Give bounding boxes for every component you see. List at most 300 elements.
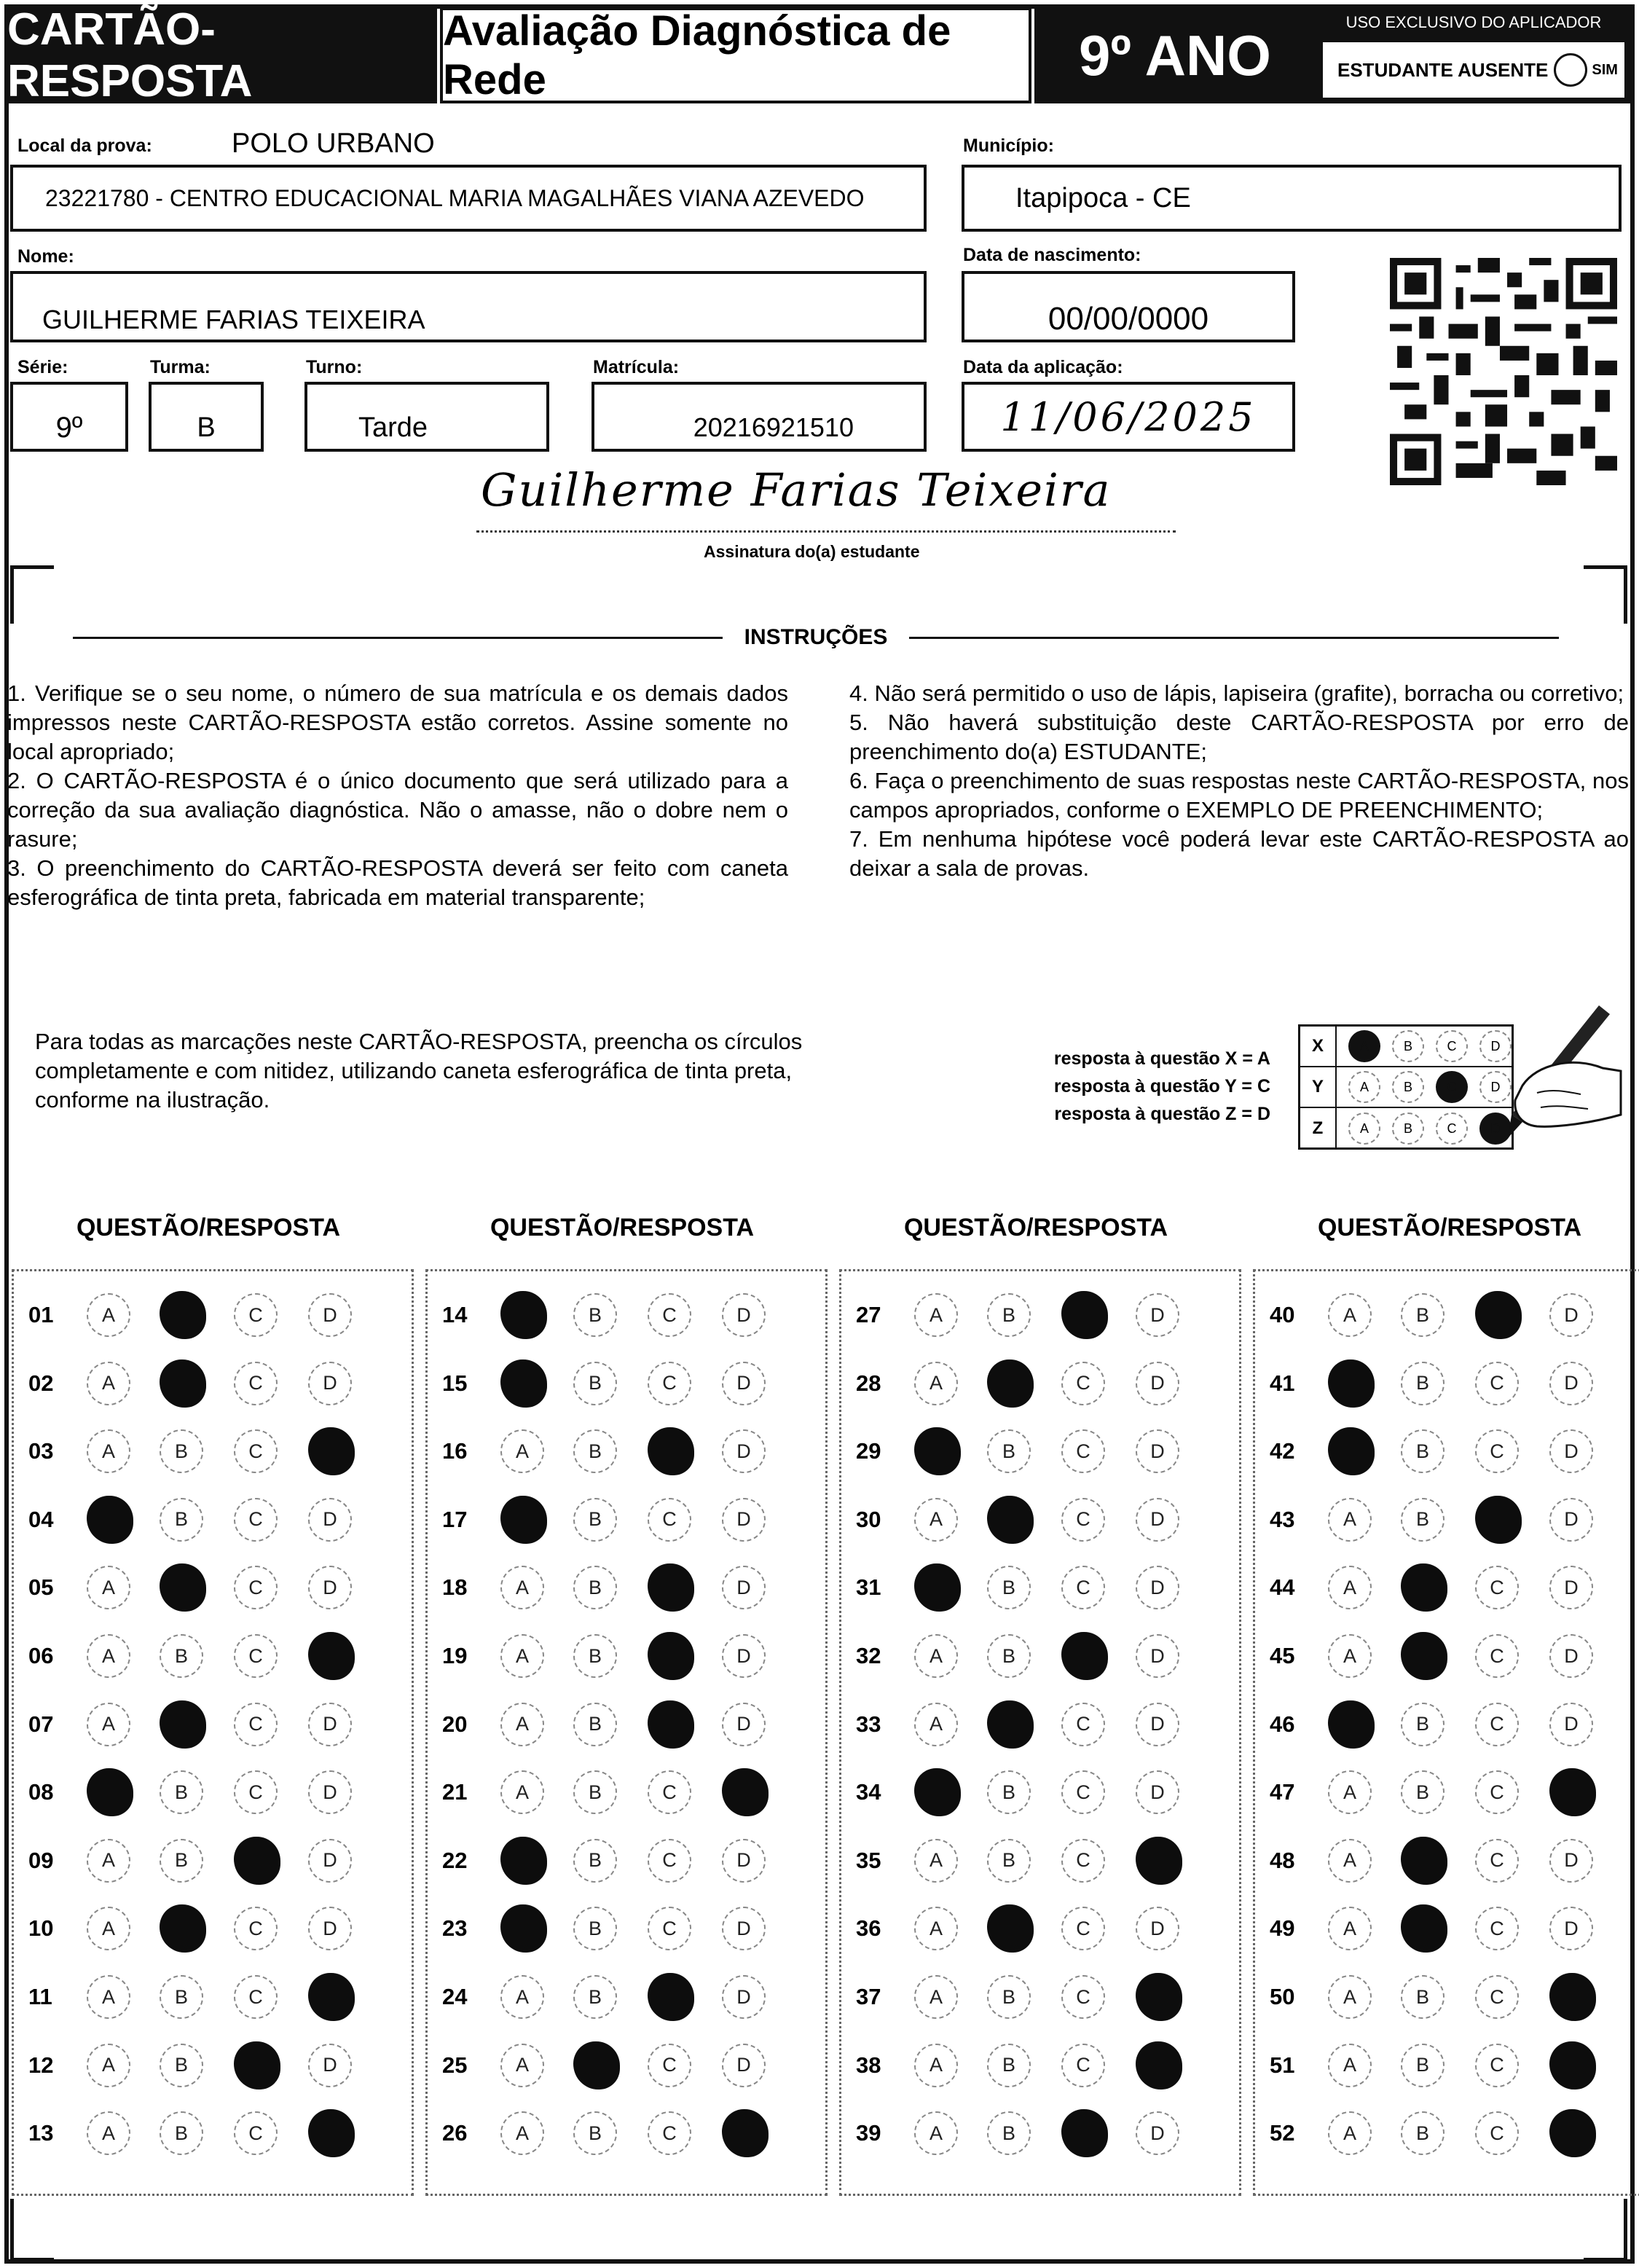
answer-bubble[interactable] xyxy=(1061,1632,1108,1680)
answer-bubble[interactable]: A xyxy=(1328,1975,1372,2019)
question-number: 13 xyxy=(28,2120,54,2146)
answer-row xyxy=(841,1975,1239,2019)
answers-title: QUESTÃO/RESPOSTA xyxy=(1317,1214,1582,1241)
answer-bubble[interactable]: A xyxy=(1328,1498,1372,1542)
answer-bubble[interactable]: B xyxy=(987,1770,1031,1814)
answer-bubble[interactable]: D xyxy=(1549,1703,1593,1746)
answer-row xyxy=(841,1429,1239,1473)
answer-bubble[interactable]: D xyxy=(308,1703,352,1746)
answer-bubble[interactable] xyxy=(648,1700,694,1749)
answer-bubble[interactable]: B xyxy=(987,1839,1031,1883)
answer-bubble[interactable]: C xyxy=(234,1498,278,1542)
answer-bubble[interactable] xyxy=(87,1496,133,1544)
answer-bubble[interactable]: C xyxy=(648,1498,691,1542)
answer-row xyxy=(428,1975,825,2019)
answer-bubble[interactable]: B xyxy=(160,1975,203,2019)
answer-bubble[interactable]: A xyxy=(87,1634,130,1678)
answer-bubble[interactable]: A xyxy=(500,1975,544,2019)
answer-bubble[interactable]: B xyxy=(160,2044,203,2087)
answer-bubble[interactable]: D xyxy=(1136,1293,1179,1337)
answer-column xyxy=(1253,1269,1639,2196)
answer-bubble[interactable]: C xyxy=(1475,1566,1519,1609)
answer-bubble[interactable] xyxy=(308,1632,355,1680)
answer-bubble[interactable] xyxy=(160,1359,206,1408)
answer-bubble[interactable]: A xyxy=(87,1703,130,1746)
answer-bubble[interactable]: B xyxy=(573,1770,617,1814)
applicator-title: USO EXCLUSIVO DO APLICADOR xyxy=(1345,13,1602,31)
answer-bubble[interactable] xyxy=(1401,1632,1447,1680)
answer-bubble[interactable] xyxy=(648,1973,694,2021)
answer-bubble[interactable] xyxy=(160,1291,206,1339)
answer-bubble[interactable] xyxy=(1401,1904,1447,1953)
answer-bubble[interactable]: C xyxy=(234,1634,278,1678)
answer-bubble[interactable] xyxy=(987,1359,1034,1408)
question-number: 47 xyxy=(1270,1779,1295,1805)
absent-bubble[interactable] xyxy=(1554,53,1587,87)
question-number: 01 xyxy=(28,1302,54,1327)
answer-bubble[interactable] xyxy=(1549,1768,1596,1816)
fill-note: Para todas as marcações neste CARTÃO-RESPOSTA, preencha os círculos completamente e com nitidez, utilizando caneta esferográfica de tinta preta, conforme na ilustração. xyxy=(35,1029,803,1113)
answer-bubble[interactable]: B xyxy=(987,2111,1031,2155)
signature-line xyxy=(476,530,1176,533)
answer-bubble[interactable]: B xyxy=(987,1293,1031,1337)
answer-bubble[interactable]: D xyxy=(1136,1907,1179,1950)
answer-bubble[interactable]: C xyxy=(1061,1907,1105,1950)
answer-bubble[interactable]: D xyxy=(1549,1634,1593,1678)
answer-row xyxy=(1255,1293,1639,1337)
answer-bubble[interactable]: B xyxy=(573,2111,617,2155)
marked-answer xyxy=(1255,2111,1256,2112)
answer-bubble[interactable]: B xyxy=(987,1975,1031,2019)
question-number: 29 xyxy=(856,1438,881,1464)
answer-bubble[interactable]: D xyxy=(722,1975,766,2019)
question-number: 07 xyxy=(28,1711,54,1737)
answer-bubble[interactable]: C xyxy=(648,1770,691,1814)
answer-bubble[interactable]: B xyxy=(1401,1975,1445,2019)
answer-bubble[interactable] xyxy=(500,1496,547,1544)
answer-bubble[interactable] xyxy=(914,1427,961,1475)
example-bubble: D xyxy=(1479,1113,1512,1145)
answer-bubble[interactable]: A xyxy=(87,1975,130,2019)
question-number: 26 xyxy=(442,2120,468,2146)
answer-bubble[interactable] xyxy=(1549,1973,1596,2021)
answer-bubble[interactable]: D xyxy=(1136,1498,1179,1542)
answer-bubble[interactable]: C xyxy=(234,1703,278,1746)
answer-bubble[interactable]: D xyxy=(308,1498,352,1542)
answer-bubble[interactable]: C xyxy=(1475,2111,1519,2155)
answer-bubble[interactable]: B xyxy=(987,1634,1031,1678)
answer-bubble[interactable]: B xyxy=(573,1566,617,1609)
answer-bubble[interactable] xyxy=(1136,1837,1182,1885)
marked-answer xyxy=(14,1429,15,1430)
answer-bubble[interactable]: A xyxy=(87,1429,130,1473)
answer-bubble[interactable]: C xyxy=(1475,1770,1519,1814)
answer-bubble[interactable]: D xyxy=(1136,2111,1179,2155)
question-number: 36 xyxy=(856,1915,881,1942)
marked-answer xyxy=(1255,1770,1256,1771)
corner-bottom-right xyxy=(1584,2199,1627,2261)
marked-answer xyxy=(14,2111,15,2112)
local-value: POLO URBANO xyxy=(232,128,435,159)
answer-bubble[interactable]: C xyxy=(1061,1975,1105,2019)
answer-row xyxy=(1255,1362,1639,1405)
answer-row xyxy=(14,1362,412,1405)
answer-bubble[interactable]: C xyxy=(648,1839,691,1883)
answer-bubble[interactable] xyxy=(160,1904,206,1953)
answer-bubble[interactable]: C xyxy=(1475,1362,1519,1405)
answer-bubble[interactable]: D xyxy=(1549,1839,1593,1883)
answer-bubble[interactable]: A xyxy=(1328,1770,1372,1814)
answer-row xyxy=(428,2044,825,2087)
answer-bubble[interactable]: A xyxy=(87,1362,130,1405)
answer-bubble[interactable]: C xyxy=(1475,1907,1519,1950)
answer-bubble[interactable]: B xyxy=(573,1429,617,1473)
question-number: 21 xyxy=(442,1779,468,1805)
answer-bubble[interactable]: D xyxy=(308,2044,352,2087)
answer-bubble[interactable]: D xyxy=(1549,1907,1593,1950)
example-question: X xyxy=(1300,1027,1337,1066)
turno-field: Tarde xyxy=(304,382,549,452)
answer-bubble[interactable]: D xyxy=(308,1362,352,1405)
answer-bubble[interactable]: D xyxy=(722,1362,766,1405)
answer-bubble[interactable]: D xyxy=(308,1566,352,1609)
answer-bubble[interactable]: B xyxy=(573,1634,617,1678)
answer-bubble[interactable]: A xyxy=(1328,1566,1372,1609)
answer-bubble[interactable]: C xyxy=(648,1293,691,1337)
answer-bubble[interactable]: B xyxy=(1401,1498,1445,1542)
example-line-x: resposta à questão X = A xyxy=(1053,1048,1270,1069)
exam-title: Avaliação Diagnóstica de Rede xyxy=(440,7,1031,103)
answer-column xyxy=(839,1269,1241,2196)
answer-bubble[interactable]: C xyxy=(1061,1770,1105,1814)
question-number: 09 xyxy=(28,1847,54,1873)
nome-field: GUILHERME FARIAS TEIXEIRA xyxy=(10,271,927,342)
answer-row xyxy=(428,1293,825,1337)
question-number: 17 xyxy=(442,1506,468,1532)
nome-label: Nome: xyxy=(17,246,74,267)
question-number: 05 xyxy=(28,1574,54,1601)
answer-bubble[interactable]: A xyxy=(1328,1839,1372,1883)
answer-bubble[interactable] xyxy=(500,1904,547,1953)
question-number: 42 xyxy=(1270,1438,1295,1464)
answer-bubble[interactable]: B xyxy=(160,1770,203,1814)
answer-bubble[interactable]: C xyxy=(234,1907,278,1950)
answer-bubble[interactable]: C xyxy=(234,1362,278,1405)
answer-bubble[interactable] xyxy=(1136,1973,1182,2021)
answer-bubble[interactable] xyxy=(500,1837,547,1885)
marked-answer xyxy=(841,2111,842,2112)
answer-bubble[interactable]: A xyxy=(87,2111,130,2155)
answer-bubble[interactable]: A xyxy=(500,1770,544,1814)
answer-bubble[interactable]: B xyxy=(160,1634,203,1678)
answer-row xyxy=(428,1566,825,1609)
question-number: 48 xyxy=(1270,1847,1295,1873)
answer-bubble[interactable]: B xyxy=(573,1703,617,1746)
answer-bubble[interactable]: D xyxy=(308,1770,352,1814)
answer-bubble[interactable]: D xyxy=(722,1907,766,1950)
answer-bubble[interactable] xyxy=(722,1768,769,1816)
answer-bubble[interactable]: A xyxy=(914,2044,958,2087)
answer-bubble[interactable]: B xyxy=(573,1498,617,1542)
answer-bubble[interactable] xyxy=(1328,1700,1375,1749)
answer-bubble[interactable]: D xyxy=(722,1703,766,1746)
answer-bubble[interactable] xyxy=(722,2109,769,2157)
answer-bubble[interactable]: A xyxy=(87,1839,130,1883)
answer-bubble[interactable]: A xyxy=(914,1839,958,1883)
answer-bubble[interactable]: D xyxy=(1136,1770,1179,1814)
answer-bubble[interactable] xyxy=(308,2109,355,2157)
answer-bubble[interactable]: D xyxy=(308,1293,352,1337)
question-number: 20 xyxy=(442,1711,468,1737)
example-bubble: B xyxy=(1392,1030,1424,1062)
answer-bubble[interactable]: B xyxy=(573,1975,617,2019)
answer-row xyxy=(14,1975,412,2019)
answer-bubble[interactable]: B xyxy=(160,1498,203,1542)
answer-bubble[interactable]: B xyxy=(1401,1429,1445,1473)
answer-bubble[interactable] xyxy=(1549,2041,1596,2090)
answer-row xyxy=(841,2044,1239,2087)
answer-bubble[interactable] xyxy=(1061,2109,1108,2157)
answer-bubble[interactable]: B xyxy=(1401,1362,1445,1405)
marked-answer xyxy=(841,1429,842,1430)
question-number: 41 xyxy=(1270,1370,1295,1396)
example-legend xyxy=(1030,1045,1270,1128)
local-label: Local da prova: xyxy=(17,136,152,156)
answer-bubble[interactable]: B xyxy=(987,2044,1031,2087)
answer-bubble[interactable]: D xyxy=(1549,1566,1593,1609)
answer-bubble[interactable]: B xyxy=(573,1839,617,1883)
answer-bubble[interactable]: C xyxy=(1061,1498,1105,1542)
answer-row xyxy=(841,1907,1239,1950)
question-number: 45 xyxy=(1270,1643,1295,1668)
answers-title: QUESTÃO/RESPOSTA xyxy=(903,1214,1168,1241)
answer-bubble[interactable] xyxy=(648,1632,694,1680)
answer-bubble[interactable]: C xyxy=(648,2044,691,2087)
answer-bubble[interactable]: C xyxy=(648,2111,691,2155)
answer-bubble[interactable]: C xyxy=(234,1566,278,1609)
absent-option: SIM xyxy=(1592,61,1618,78)
answer-bubble[interactable]: C xyxy=(1061,1429,1105,1473)
question-number: 18 xyxy=(442,1574,468,1601)
answer-bubble[interactable]: B xyxy=(1401,1703,1445,1746)
answer-bubble[interactable]: A xyxy=(500,1703,544,1746)
answer-bubble[interactable]: D xyxy=(1136,1362,1179,1405)
example-bubble: B xyxy=(1392,1071,1424,1103)
answer-bubble[interactable]: D xyxy=(1549,1293,1593,1337)
answer-bubble[interactable] xyxy=(1475,1291,1522,1339)
example-bubble: C xyxy=(1436,1113,1468,1145)
answer-bubble[interactable]: C xyxy=(1061,2044,1105,2087)
instructions-right: 4. Não será permitido o uso de lápis, lapiseira (grafite), borracha ou corretivo; 5. Não haverá substituição deste CARTÃO-RESPOSTA por erro de preenchimento do(a) ESTUDANTE; 6. Faça o preenchimento de suas respostas neste CARTÃO-RESPOSTA, nos campos apropriados, conforme o EXEMPLO DE PREENCHIMENTO; 7. Em nenhuma hipótese você poderá levar este CARTÃO-RESPOSTA ao deixar a sala de provas. xyxy=(849,680,1629,881)
answer-bubble[interactable]: D xyxy=(1136,1429,1179,1473)
answer-row xyxy=(14,1498,412,1542)
answer-bubble[interactable]: A xyxy=(500,1566,544,1609)
answer-row xyxy=(14,1293,412,1337)
answer-bubble[interactable]: D xyxy=(308,1839,352,1883)
answer-bubble[interactable]: C xyxy=(1475,1839,1519,1883)
answer-bubble[interactable]: B xyxy=(1401,1770,1445,1814)
example-bubble: C xyxy=(1436,1071,1468,1103)
answer-bubble[interactable] xyxy=(648,1427,694,1475)
answer-bubble[interactable] xyxy=(914,1768,961,1816)
answer-bubble[interactable]: B xyxy=(1401,2044,1445,2087)
answer-bubble[interactable]: A xyxy=(914,1907,958,1950)
marked-answer xyxy=(841,1498,842,1499)
answer-bubble[interactable] xyxy=(234,2041,280,2090)
answer-bubble[interactable]: A xyxy=(87,2044,130,2087)
answer-row xyxy=(428,1907,825,1950)
answer-bubble[interactable]: B xyxy=(1401,2111,1445,2155)
question-number: 04 xyxy=(28,1506,54,1532)
answer-bubble[interactable] xyxy=(1475,1496,1522,1544)
answer-bubble[interactable]: A xyxy=(914,1634,958,1678)
answer-bubble[interactable] xyxy=(500,1291,547,1339)
answer-bubble[interactable] xyxy=(308,1427,355,1475)
answer-bubble[interactable]: A xyxy=(914,1293,958,1337)
answer-bubble[interactable]: D xyxy=(722,1498,766,1542)
answer-bubble[interactable]: C xyxy=(234,2111,278,2155)
question-number: 12 xyxy=(28,2052,54,2078)
marked-answer xyxy=(1255,1293,1256,1294)
answer-row xyxy=(1255,1770,1639,1814)
answer-bubble[interactable]: D xyxy=(722,1839,766,1883)
question-number: 16 xyxy=(442,1438,468,1464)
answer-bubble[interactable]: D xyxy=(722,2044,766,2087)
corner-top-left xyxy=(10,565,54,624)
answer-bubble[interactable] xyxy=(160,1700,206,1749)
answer-bubble[interactable] xyxy=(234,1837,280,1885)
answer-bubble[interactable]: C xyxy=(1061,1839,1105,1883)
answer-bubble[interactable] xyxy=(987,1904,1034,1953)
answer-bubble[interactable]: B xyxy=(160,2111,203,2155)
answer-bubble[interactable]: A xyxy=(1328,1293,1372,1337)
question-number: 27 xyxy=(856,1302,881,1327)
municipio-label: Município: xyxy=(963,136,1054,156)
answer-row xyxy=(841,2111,1239,2155)
answer-bubble[interactable]: A xyxy=(87,1566,130,1609)
answer-bubble[interactable] xyxy=(1401,1563,1447,1612)
answer-bubble[interactable]: C xyxy=(1475,1975,1519,2019)
question-number: 39 xyxy=(856,2120,881,2146)
answer-bubble[interactable]: C xyxy=(234,1770,278,1814)
answer-bubble[interactable]: C xyxy=(1475,1429,1519,1473)
answer-bubble[interactable]: B xyxy=(573,1293,617,1337)
answer-bubble[interactable] xyxy=(87,1768,133,1816)
answer-row xyxy=(428,1634,825,1678)
answer-bubble[interactable]: C xyxy=(648,1907,691,1950)
instructions-header xyxy=(73,625,1559,650)
answer-bubble[interactable]: A xyxy=(500,2111,544,2155)
question-number: 44 xyxy=(1270,1574,1295,1601)
answer-bubble[interactable]: C xyxy=(1061,1566,1105,1609)
answer-bubble[interactable]: A xyxy=(914,1498,958,1542)
turma-label: Turma: xyxy=(150,357,211,377)
answer-bubble[interactable]: A xyxy=(87,1907,130,1950)
answer-bubble[interactable] xyxy=(648,1563,694,1612)
example-line-y: resposta à questão Y = C xyxy=(1053,1076,1270,1096)
answer-bubble[interactable]: D xyxy=(1549,1429,1593,1473)
answer-bubble[interactable]: A xyxy=(914,1362,958,1405)
answer-bubble[interactable]: C xyxy=(648,1362,691,1405)
answer-bubble[interactable]: D xyxy=(1549,1498,1593,1542)
answer-bubble[interactable]: B xyxy=(1401,1293,1445,1337)
answer-bubble[interactable]: D xyxy=(722,1566,766,1609)
answer-bubble[interactable]: C xyxy=(234,1429,278,1473)
answer-bubble[interactable]: B xyxy=(573,1362,617,1405)
answer-row xyxy=(841,1362,1239,1405)
answer-bubble[interactable]: B xyxy=(160,1429,203,1473)
answer-bubble[interactable]: B xyxy=(987,1566,1031,1609)
answer-bubble[interactable]: A xyxy=(500,1634,544,1678)
answer-bubble[interactable]: A xyxy=(1328,1907,1372,1950)
answer-bubble[interactable]: B xyxy=(573,1907,617,1950)
answer-bubble[interactable]: A xyxy=(500,1429,544,1473)
answer-bubble[interactable] xyxy=(500,1359,547,1408)
answer-bubble[interactable]: B xyxy=(987,1429,1031,1473)
answer-bubble[interactable] xyxy=(308,1973,355,2021)
answer-bubble[interactable]: C xyxy=(1061,1362,1105,1405)
answer-bubble[interactable]: C xyxy=(1475,1703,1519,1746)
answer-row xyxy=(1255,1634,1639,1678)
answer-bubble[interactable]: A xyxy=(1328,1634,1372,1678)
nasc-field: 00/00/0000 xyxy=(962,271,1295,342)
answer-bubble[interactable] xyxy=(987,1700,1034,1749)
pen-hand-icon xyxy=(1471,998,1624,1166)
answer-bubble[interactable] xyxy=(1136,2041,1182,2090)
answer-bubble[interactable] xyxy=(1549,2109,1596,2157)
answer-bubble[interactable]: D xyxy=(308,1907,352,1950)
applicator-box xyxy=(1316,7,1632,103)
answer-bubble[interactable]: B xyxy=(160,1839,203,1883)
answer-bubble[interactable]: D xyxy=(722,1634,766,1678)
answer-bubble[interactable]: A xyxy=(914,2111,958,2155)
marked-answer xyxy=(14,1293,15,1294)
answer-bubble[interactable]: A xyxy=(87,1293,130,1337)
answer-bubble[interactable]: C xyxy=(234,1975,278,2019)
answer-bubble[interactable] xyxy=(160,1563,206,1612)
answer-bubble[interactable]: A xyxy=(500,2044,544,2087)
answer-bubble[interactable] xyxy=(987,1496,1034,1544)
answer-bubble[interactable]: A xyxy=(1328,2044,1372,2087)
answer-bubble[interactable]: A xyxy=(1328,2111,1372,2155)
marked-answer xyxy=(1255,1498,1256,1499)
answer-bubble[interactable]: A xyxy=(914,1975,958,2019)
answer-row xyxy=(428,1498,825,1542)
answer-bubble[interactable]: D xyxy=(722,1429,766,1473)
answer-bubble[interactable]: C xyxy=(1061,1703,1105,1746)
answer-bubble[interactable] xyxy=(573,2041,620,2090)
example-question: Z xyxy=(1300,1108,1337,1149)
answer-bubble[interactable]: C xyxy=(234,1293,278,1337)
answer-bubble[interactable] xyxy=(914,1563,961,1612)
answer-bubble[interactable] xyxy=(1401,1837,1447,1885)
answer-bubble[interactable]: D xyxy=(1136,1634,1179,1678)
answer-bubble[interactable]: D xyxy=(1549,1362,1593,1405)
answer-bubble[interactable] xyxy=(1328,1359,1375,1408)
answer-bubble[interactable]: C xyxy=(1475,2044,1519,2087)
answer-bubble[interactable]: A xyxy=(914,1703,958,1746)
answer-bubble[interactable]: C xyxy=(1475,1634,1519,1678)
answer-bubble[interactable]: D xyxy=(1136,1566,1179,1609)
answer-bubble[interactable] xyxy=(1328,1427,1375,1475)
marked-answer xyxy=(841,1770,842,1771)
question-number: 37 xyxy=(856,1984,881,2009)
question-number: 10 xyxy=(28,1915,54,1942)
question-number: 46 xyxy=(1270,1711,1295,1737)
answer-bubble[interactable]: D xyxy=(1136,1703,1179,1746)
answer-bubble[interactable] xyxy=(1061,1291,1108,1339)
answer-bubble[interactable]: D xyxy=(722,1293,766,1337)
